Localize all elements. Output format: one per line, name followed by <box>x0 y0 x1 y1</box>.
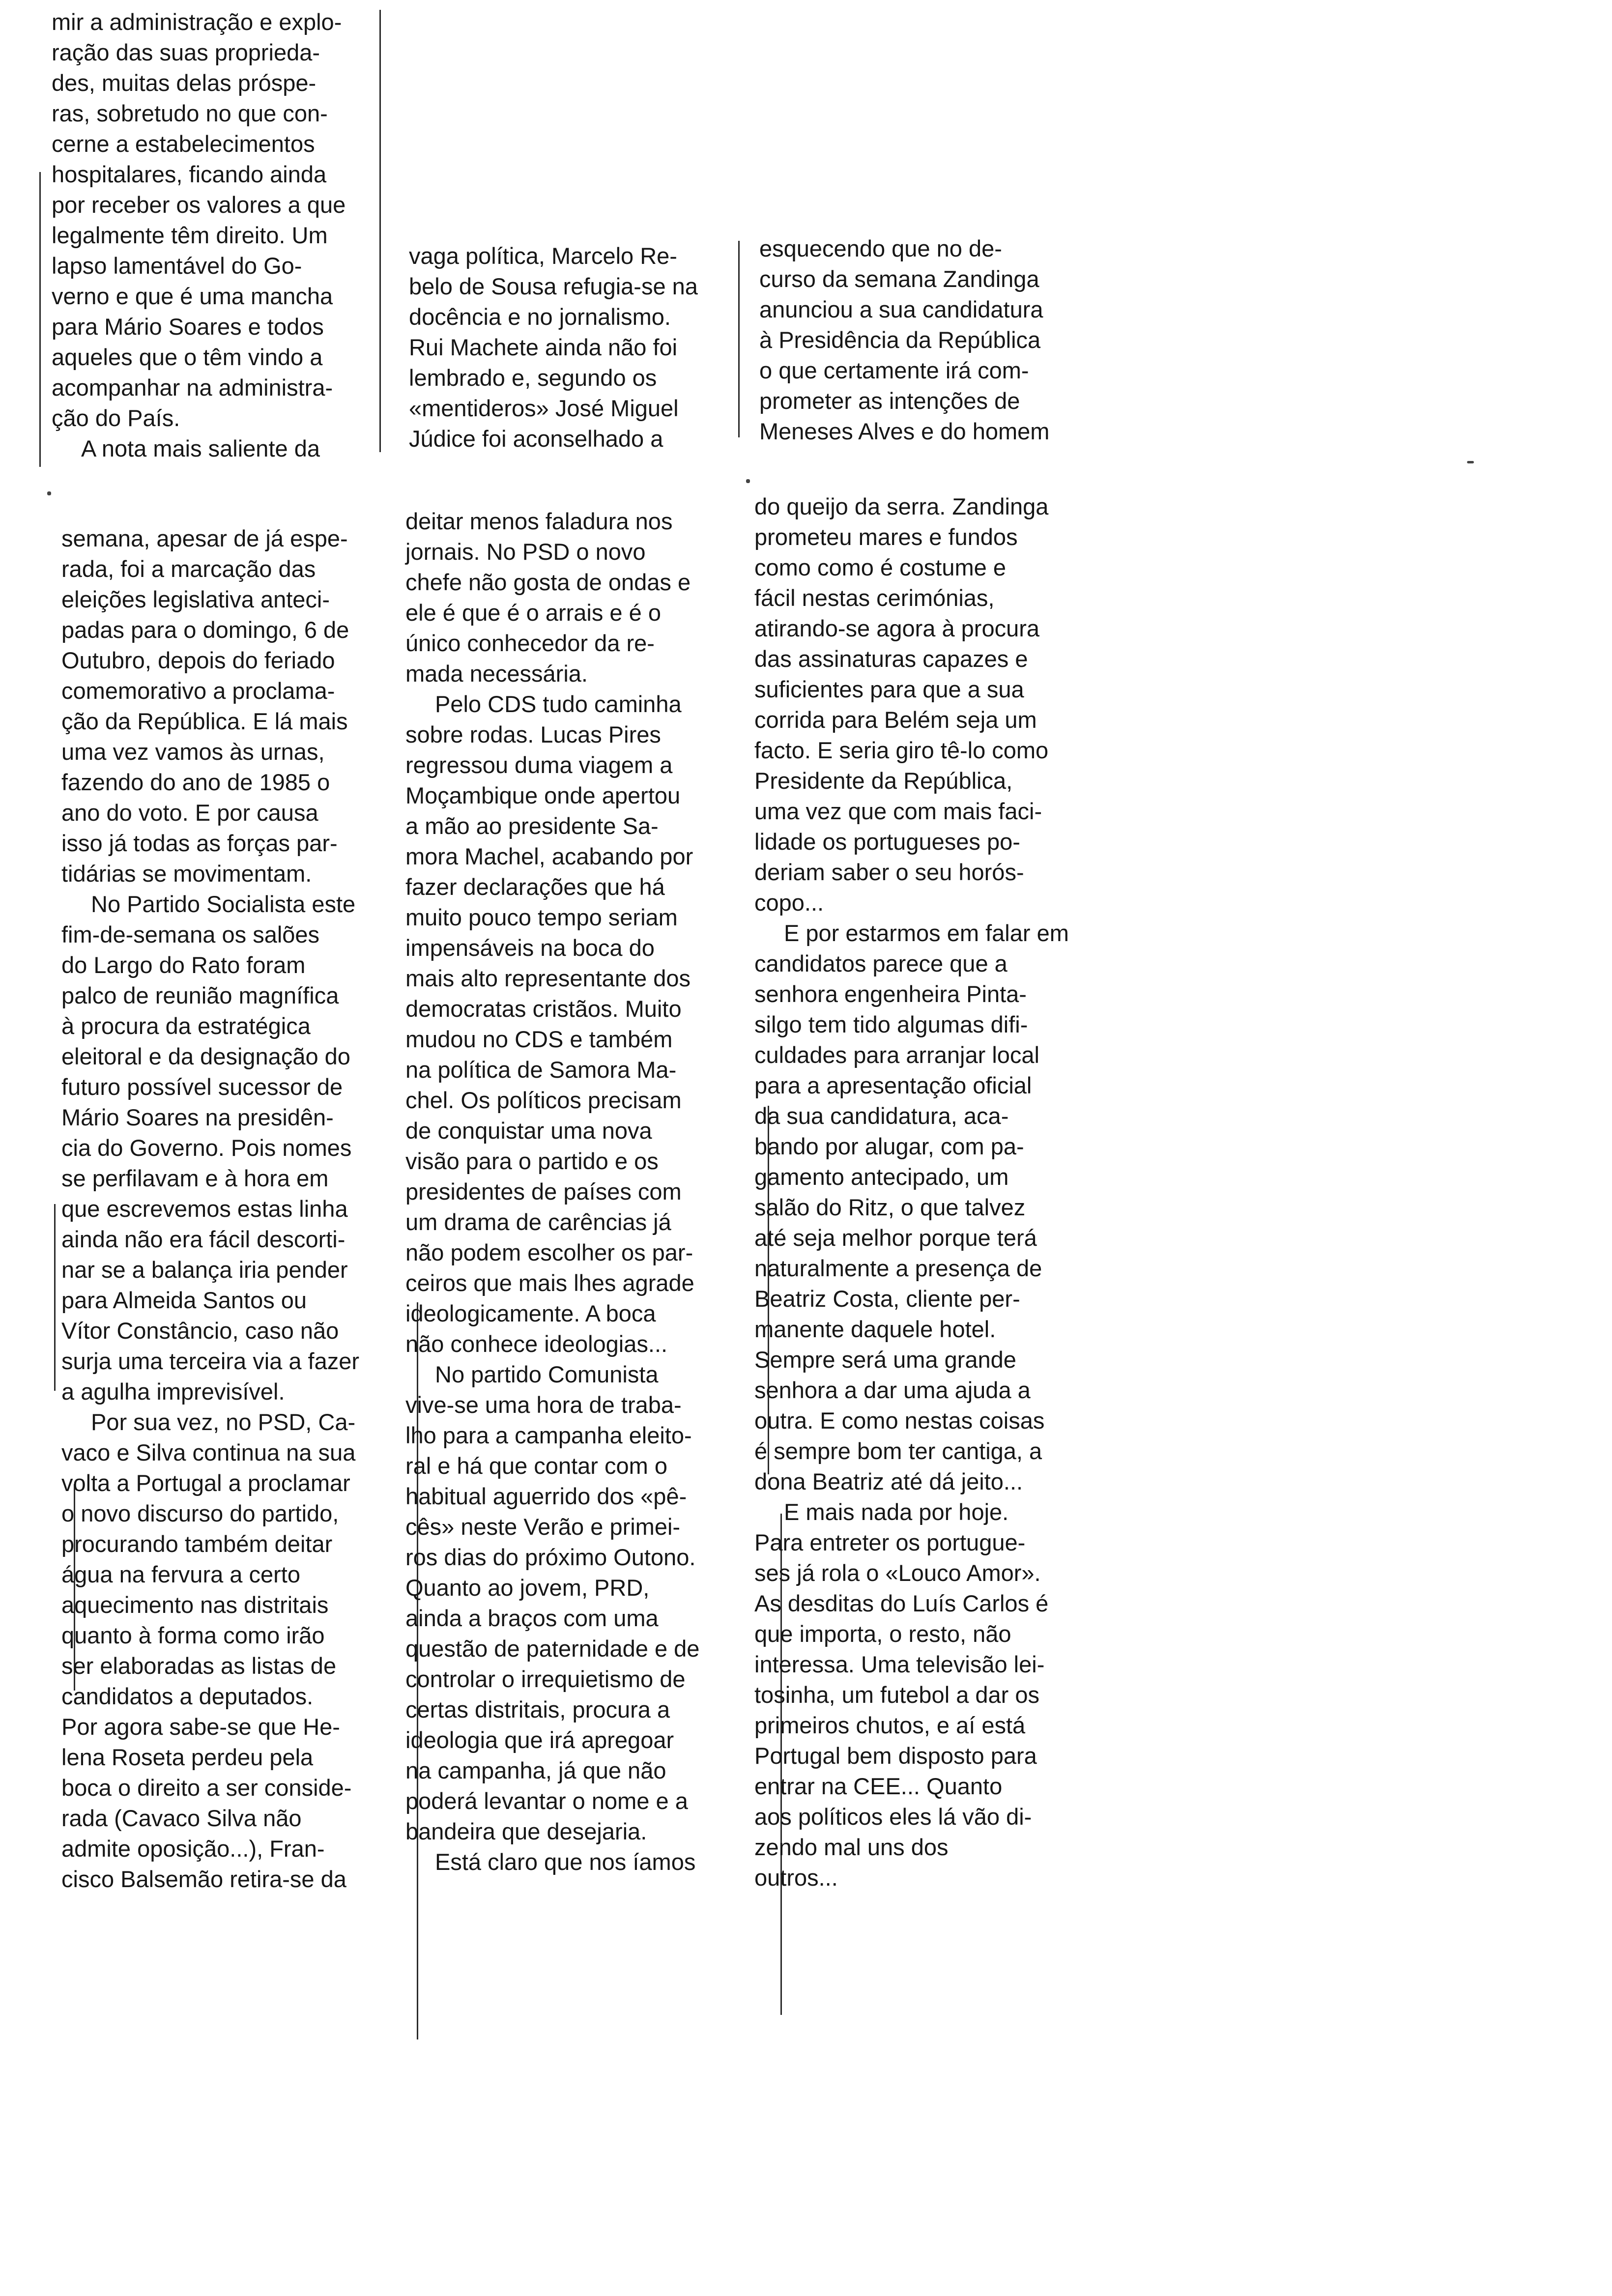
dot-speck <box>746 479 750 483</box>
text-line: Por agora sabe-se que He- <box>61 1714 340 1740</box>
text-line: lapso lamentável do Go- <box>52 253 302 279</box>
text-line: Quanto ao jovem, PRD, <box>405 1575 650 1601</box>
text-line: controlar o irrequietismo de <box>405 1666 686 1692</box>
text-line: docência e no jornalismo. <box>409 304 671 330</box>
text-line: eleições legislativa anteci- <box>61 586 330 612</box>
text-line: Júdice foi aconselhado a <box>409 426 663 452</box>
text-line: ção do País. <box>52 405 180 431</box>
text-line: aqueles que o têm vindo a <box>52 344 323 370</box>
text-line: atirando-se agora à procura <box>754 615 1040 641</box>
text-line: bando por alugar, com pa- <box>754 1133 1024 1159</box>
text-line: aquecimento nas distritais <box>61 1592 329 1618</box>
text-line: cês» neste Verão e primei- <box>405 1514 681 1540</box>
text-line: o que certamente irá com- <box>759 357 1029 383</box>
text-line: à Presidência da República <box>759 327 1041 353</box>
text-line: salão do Ritz, o que talvez <box>754 1194 1026 1220</box>
text-line: chel. Os políticos precisam <box>405 1087 682 1113</box>
text-line: curso da semana Zandinga <box>759 266 1039 292</box>
text-column-bottom-1 <box>61 523 359 1894</box>
text-line: ceiros que mais lhes agrade <box>405 1270 694 1296</box>
text-line: se perfilavam e à hora em <box>61 1165 329 1191</box>
text-line: cia do Governo. Pois nomes <box>61 1135 352 1161</box>
text-line: aos políticos eles lá vão di- <box>754 1804 1032 1830</box>
text-line: culdades para arranjar local <box>754 1042 1039 1068</box>
text-line: tidárias se movimentam. <box>61 861 312 887</box>
text-column-bottom-2 <box>405 506 699 1877</box>
text-line: manente daquele hotel. <box>754 1316 996 1342</box>
text-line: Mário Soares na presidên- <box>61 1104 334 1130</box>
text-line: ração das suas proprieda- <box>52 39 320 65</box>
text-line: mada necessária. <box>405 660 588 687</box>
text-line: jornais. No PSD o novo <box>405 539 646 565</box>
text-line: Vítor Constâncio, caso não <box>61 1318 339 1344</box>
dot-speck <box>1467 461 1474 463</box>
text-line: bandeira que desejaria. <box>405 1818 647 1844</box>
text-line: eleitoral e da designação do <box>61 1043 350 1069</box>
text-line: procurando também deitar <box>61 1531 333 1557</box>
text-line: silgo tem tido algumas difi- <box>754 1011 1028 1037</box>
text-line: regressou duma viagem a <box>405 752 673 778</box>
text-line: uma vez que com mais faci- <box>754 798 1042 824</box>
text-line: E por estarmos em falar em <box>784 920 1069 946</box>
text-line: hospitalares, ficando ainda <box>52 161 327 187</box>
text-line: facto. E seria giro tê-lo como <box>754 737 1049 763</box>
text-column-top-3 <box>759 233 1049 447</box>
text-line: cerne a estabelecimentos <box>52 131 315 157</box>
text-line: candidatos parece que a <box>754 950 1008 976</box>
text-line: ideologicamente. A boca <box>405 1300 656 1326</box>
text-line: Rui Machete ainda não foi <box>409 334 678 360</box>
text-line: prometeu mares e fundos <box>754 524 1018 550</box>
text-line: à procura da estratégica <box>61 1013 311 1039</box>
text-line: nar se a balança iria pender <box>61 1257 348 1283</box>
text-line: fácil nestas cerimónias, <box>754 585 995 611</box>
text-line: Por sua vez, no PSD, Ca- <box>91 1409 356 1435</box>
text-line: habitual aguerrido dos «pê- <box>405 1483 687 1509</box>
text-line: isso já todas as forças par- <box>61 830 338 856</box>
text-line: água na fervura a certo <box>61 1561 300 1587</box>
text-line: E mais nada por hoje. <box>784 1499 1009 1525</box>
text-line: Pelo CDS tudo caminha <box>435 691 682 717</box>
text-line: para Mário Soares e todos <box>52 314 324 340</box>
text-line: vaga política, Marcelo Re- <box>409 243 677 269</box>
text-line: primeiros chutos, e aí está <box>754 1712 1026 1738</box>
text-line: lembrado e, segundo os <box>409 365 657 391</box>
text-line: surja uma terceira via a fazer <box>61 1348 360 1374</box>
text-line: lho para a campanha eleito- <box>405 1422 692 1448</box>
text-line: na campanha, já que não <box>405 1757 666 1783</box>
text-line: ral e há que contar com o <box>405 1453 667 1479</box>
text-line: acompanhar na administra- <box>52 374 333 401</box>
text-line: Outubro, depois do feriado <box>61 647 335 673</box>
column-rule-top-left <box>379 10 381 452</box>
text-line: um drama de carências já <box>405 1209 671 1235</box>
text-line: certas distritais, procura a <box>405 1696 670 1722</box>
text-line: ras, sobretudo no que con- <box>52 100 328 126</box>
text-line: padas para o domingo, 6 de <box>61 617 349 643</box>
text-line: admite oposição...), Fran- <box>61 1836 325 1862</box>
text-line: para Almeida Santos ou <box>61 1287 307 1313</box>
text-line: até seja melhor porque terá <box>754 1225 1037 1251</box>
text-line: deriam saber o seu horós- <box>754 859 1024 885</box>
text-line: Presidente da República, <box>754 768 1013 794</box>
text-line: é sempre bom ter cantiga, a <box>754 1438 1042 1464</box>
text-line: fazer declarações que há <box>405 874 665 900</box>
text-line: Portugal bem disposto para <box>754 1743 1037 1769</box>
text-line: gamento antecipado, um <box>754 1164 1009 1190</box>
text-line: sobre rodas. Lucas Pires <box>405 721 661 747</box>
text-line: que escrevemos estas linha <box>61 1196 348 1222</box>
text-line: poderá levantar o nome e a <box>405 1788 688 1814</box>
text-line: ideologia que irá apregoar <box>405 1727 674 1753</box>
text-line: lena Roseta perdeu pela <box>61 1744 314 1770</box>
text-line: do queijo da serra. Zandinga <box>754 493 1049 519</box>
text-line: Sempre será uma grande <box>754 1347 1016 1373</box>
text-line: boca o direito a ser conside- <box>61 1775 352 1801</box>
text-line: ção da República. E lá mais <box>61 708 348 734</box>
text-line: na política de Samora Ma- <box>405 1057 677 1083</box>
text-column-top-2 <box>409 241 698 454</box>
text-line: prometer as intenções de <box>759 388 1020 414</box>
text-line: ros dias do próximo Outono. <box>405 1544 696 1570</box>
text-line: uma vez vamos às urnas, <box>61 739 325 765</box>
text-line: palco de reunião magnífica <box>61 982 339 1008</box>
text-line: «mentideros» José Miguel <box>409 395 679 421</box>
text-line: dona Beatriz até dá jeito... <box>754 1468 1023 1494</box>
text-line: do Largo do Rato foram <box>61 952 306 978</box>
dot-speck <box>47 491 51 495</box>
text-line: ano do voto. E por causa <box>61 800 318 826</box>
text-line: como como é costume e <box>754 554 1006 580</box>
text-line: mais alto representante dos <box>405 965 691 991</box>
text-line: vaco e Silva continua na sua <box>61 1439 356 1465</box>
text-line: cisco Balsemão retira-se da <box>61 1866 346 1892</box>
text-line: ele é que é o arrais e é o <box>405 600 661 626</box>
text-line: semana, apesar de já espe- <box>61 525 348 551</box>
text-line: ses já rola o «Louco Amor». <box>754 1560 1041 1586</box>
text-column-top-1 <box>52 7 345 464</box>
text-line: corrida para Belém seja um <box>754 707 1037 733</box>
text-line: o novo discurso do partido, <box>61 1500 339 1526</box>
text-line: a agulha imprevisível. <box>61 1378 285 1405</box>
text-line: tosinha, um futebol a dar os <box>754 1682 1040 1708</box>
text-line: presidentes de países com <box>405 1178 682 1205</box>
text-line: a mão ao presidente Sa- <box>405 813 659 839</box>
text-line: questão de paternidade e de <box>405 1636 700 1662</box>
text-line: fim-de-semana os salões <box>61 921 320 947</box>
text-line: ainda a braços com uma <box>405 1605 659 1631</box>
text-line: fazendo do ano de 1985 o <box>61 769 330 795</box>
text-line: chefe não gosta de ondas e <box>405 569 691 595</box>
text-line: muito pouco tempo seriam <box>405 904 678 930</box>
text-line: outros... <box>754 1865 838 1891</box>
text-line: A nota mais saliente da <box>81 435 320 461</box>
text-line: que importa, o resto, não <box>754 1621 1011 1647</box>
text-line: quanto à forma como irão <box>61 1622 325 1648</box>
text-line: não podem escolher os par- <box>405 1239 693 1265</box>
text-line: Está claro que nos íamos <box>435 1849 696 1875</box>
text-line: copo... <box>754 890 824 916</box>
text-line: entrar na CEE... Quanto <box>754 1773 1003 1799</box>
column-rule-top-left-margin <box>39 172 41 467</box>
text-line: As desditas do Luís Carlos é <box>754 1590 1049 1616</box>
text-line: candidatos a deputados. <box>61 1683 314 1709</box>
text-line: de conquistar uma nova <box>405 1118 652 1144</box>
text-line: ser elaboradas as listas de <box>61 1653 337 1679</box>
text-line: interessa. Uma televisão lei- <box>754 1651 1045 1677</box>
text-line: deitar menos faladura nos <box>405 508 673 534</box>
column-rule-top-mid <box>738 241 740 437</box>
text-line: futuro possível sucessor de <box>61 1074 343 1100</box>
text-line: mir a administração e explo- <box>52 9 342 35</box>
text-line: mudou no CDS e também <box>405 1026 673 1052</box>
text-line: senhora engenheira Pinta- <box>754 981 1027 1007</box>
text-line: rada (Cavaco Silva não <box>61 1805 302 1831</box>
text-line: No Partido Socialista este <box>91 891 356 917</box>
text-line: esquecendo que no de- <box>759 235 1002 261</box>
text-line: rada, foi a marcação das <box>61 556 316 582</box>
text-line: impensáveis na boca do <box>405 935 655 961</box>
text-line: senhora a dar uma ajuda a <box>754 1377 1031 1403</box>
text-line: da sua candidatura, aca- <box>754 1103 1009 1129</box>
text-line: comemorativo a proclama- <box>61 678 335 704</box>
text-line: Meneses Alves e do homem <box>759 418 1050 444</box>
text-line: legalmente têm direito. Um <box>52 222 328 248</box>
text-line: não conhece ideologias... <box>405 1331 668 1357</box>
text-line: das assinaturas capazes e <box>754 646 1028 672</box>
text-line: outra. E como nestas coisas <box>754 1407 1045 1434</box>
text-line: mora Machel, acabando por <box>405 843 693 869</box>
text-line: Para entreter os portugue- <box>754 1529 1026 1555</box>
text-line: ainda não era fácil descorti- <box>61 1226 345 1252</box>
text-line: suficientes para que a sua <box>754 676 1024 702</box>
text-line: democratas cristãos. Muito <box>405 996 682 1022</box>
text-line: único conhecedor da re- <box>405 630 655 656</box>
text-line: belo de Sousa refugia-se na <box>409 273 698 299</box>
text-line: por receber os valores a que <box>52 192 346 218</box>
text-line: visão para o partido e os <box>405 1148 659 1174</box>
text-column-bottom-3 <box>754 491 1069 1893</box>
text-line: lidade os portugueses po- <box>754 829 1020 855</box>
text-line: vive-se uma hora de traba- <box>405 1392 682 1418</box>
text-line: naturalmente a presença de <box>754 1255 1042 1281</box>
text-line: anunciou a sua candidatura <box>759 296 1043 322</box>
text-line: Beatriz Costa, cliente per- <box>754 1286 1020 1312</box>
text-line: No partido Comunista <box>435 1361 659 1387</box>
text-line: zendo mal uns dos <box>754 1834 949 1860</box>
text-line: des, muitas delas próspe- <box>52 70 317 96</box>
text-line: Moçambique onde apertou <box>405 782 681 808</box>
text-line: volta a Portugal a proclamar <box>61 1470 350 1496</box>
column-rule-bottom-left <box>54 1204 56 1391</box>
text-line: verno e que é uma mancha <box>52 283 333 309</box>
text-line: para a apresentação oficial <box>754 1072 1032 1098</box>
